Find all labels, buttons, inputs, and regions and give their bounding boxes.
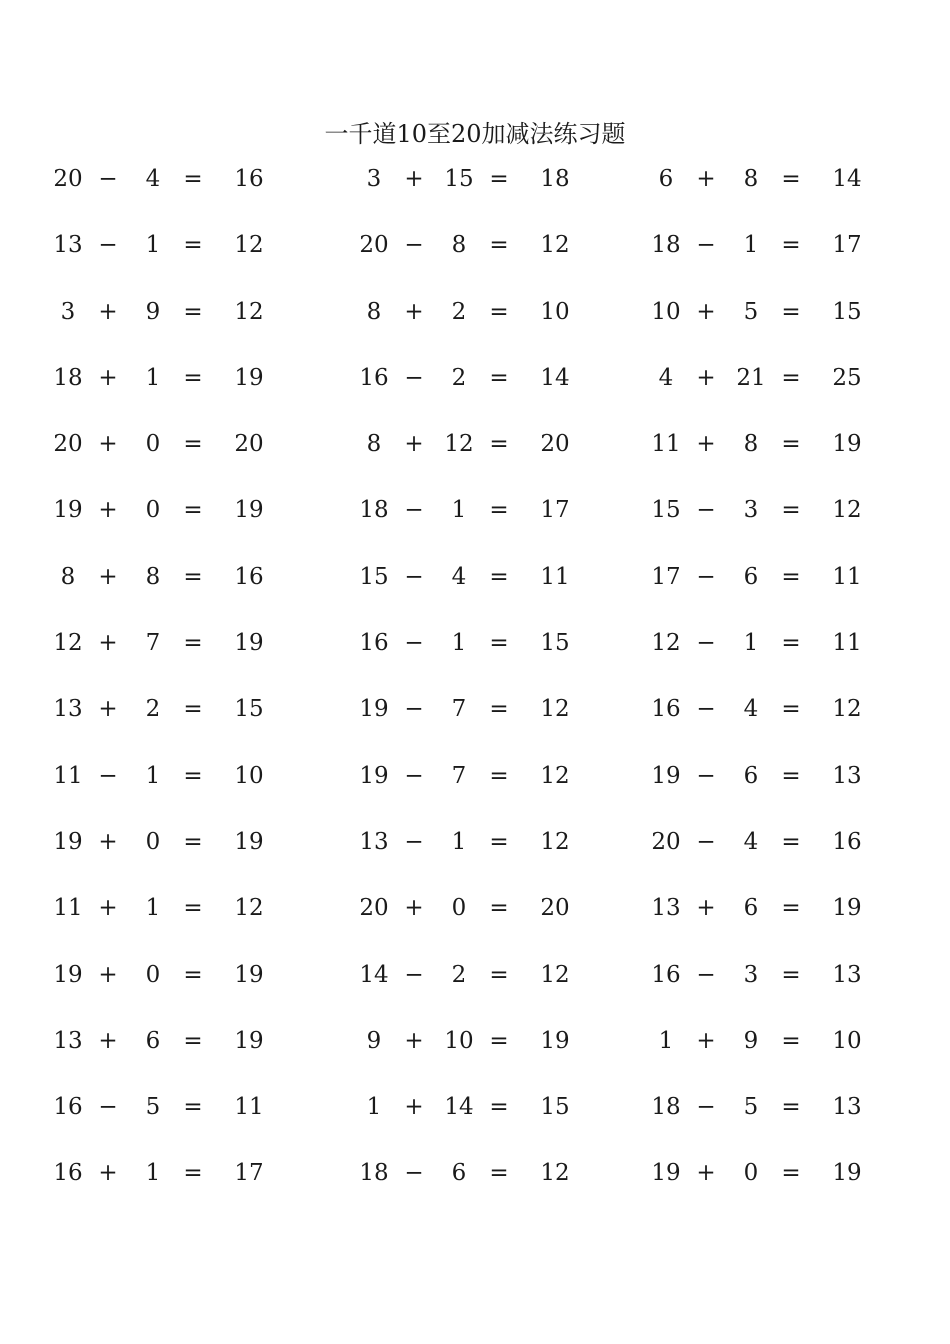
problem-row [0,558,950,624]
result: 19 [832,431,862,458]
result: 12 [540,762,570,789]
operator: − [404,1160,424,1187]
equals-sign: = [183,232,203,259]
operand-a: 16 [651,696,681,723]
equals-sign: = [183,1027,203,1054]
equals-sign: = [489,762,509,789]
operand-b: 1 [145,232,161,259]
operator: + [98,828,118,855]
result: 18 [540,166,570,192]
operand-a: 1 [366,1094,382,1121]
result: 15 [832,298,862,325]
operand-b: 1 [743,630,759,657]
equals-sign: = [489,1160,509,1187]
result: 12 [234,298,264,325]
operator: + [98,961,118,988]
equals-sign: = [183,961,203,988]
operator: + [98,630,118,657]
operand-b: 4 [743,696,759,723]
operand-a: 15 [359,563,389,590]
operand-a: 13 [651,895,681,922]
equals-sign: = [781,431,801,458]
operand-b: 7 [451,762,467,789]
operand-b: 8 [145,563,161,590]
page-title: 一千道10至20加减法练习题 [324,120,626,148]
operand-b: 1 [145,1160,161,1187]
operator: − [404,762,424,789]
operator: + [98,895,118,922]
operand-b: 0 [145,828,161,855]
operator: + [404,1094,424,1121]
operand-a: 19 [359,762,389,789]
operand-b: 2 [451,298,467,325]
operand-b: 5 [145,1094,161,1121]
operand-b: 0 [145,497,161,524]
operand-b: 5 [743,1094,759,1121]
result: 20 [540,431,570,458]
operand-a: 8 [366,298,382,325]
problem-row [0,823,950,889]
equals-sign: = [781,895,801,922]
result: 12 [234,232,264,259]
operand-a: 8 [366,431,382,458]
operand-b: 9 [145,298,161,325]
operand-b: 3 [743,961,759,988]
operator: − [696,828,716,855]
result: 11 [832,630,862,657]
operand-b: 7 [451,696,467,723]
operator: + [404,298,424,325]
problem-row [0,491,950,557]
operator: − [98,232,118,259]
operator: − [404,563,424,590]
operator: − [404,961,424,988]
operand-a: 20 [651,828,681,855]
operand-a: 19 [359,696,389,723]
operand-a: 3 [60,298,76,325]
equals-sign: = [781,497,801,524]
result: 11 [234,1094,264,1121]
operator: + [696,1027,716,1054]
equals-sign: = [489,1027,509,1054]
operand-a: 1 [658,1027,674,1054]
result: 19 [234,1027,264,1054]
result: 17 [234,1160,264,1187]
operand-b: 7 [145,630,161,657]
operator: + [98,1160,118,1187]
result: 19 [832,1160,862,1187]
result: 19 [234,364,264,391]
operand-b: 1 [743,232,759,259]
result: 12 [540,961,570,988]
operator: + [696,298,716,325]
operand-a: 6 [658,166,674,192]
equals-sign: = [489,364,509,391]
operand-a: 11 [53,895,83,922]
operand-b: 8 [743,166,759,192]
operand-a: 12 [53,630,83,657]
equals-sign: = [781,298,801,325]
equals-sign: = [489,696,509,723]
equals-sign: = [781,1027,801,1054]
operator: − [696,961,716,988]
operator: − [404,497,424,524]
operand-a: 20 [53,166,83,192]
operand-a: 16 [651,961,681,988]
equals-sign: = [781,1094,801,1121]
problem-row [0,956,950,1022]
result: 10 [832,1027,862,1054]
operand-a: 19 [53,497,83,524]
result: 17 [832,232,862,259]
operator: − [696,1094,716,1121]
equals-sign: = [183,497,203,524]
operand-b: 6 [743,762,759,789]
operand-a: 11 [53,762,83,789]
operand-b: 15 [444,166,474,192]
result: 12 [540,828,570,855]
operand-a: 20 [359,232,389,259]
result: 17 [540,497,570,524]
problem-row [0,889,950,955]
result: 12 [540,232,570,259]
operand-a: 18 [53,364,83,391]
operator: + [696,364,716,391]
equals-sign: = [183,828,203,855]
operand-a: 19 [53,828,83,855]
operand-a: 16 [53,1094,83,1121]
equals-sign: = [183,630,203,657]
equals-sign: = [183,696,203,723]
operand-a: 4 [658,364,674,391]
result: 13 [832,961,862,988]
equals-sign: = [489,563,509,590]
operand-a: 15 [651,497,681,524]
operand-b: 1 [145,895,161,922]
equals-sign: = [183,166,203,192]
result: 20 [234,431,264,458]
operator: + [404,431,424,458]
operand-b: 4 [451,563,467,590]
result: 13 [832,762,862,789]
result: 19 [234,828,264,855]
result: 19 [234,497,264,524]
result: 12 [832,696,862,723]
result: 12 [832,497,862,524]
equals-sign: = [781,828,801,855]
operator: + [696,1160,716,1187]
equals-sign: = [489,1094,509,1121]
operand-a: 16 [53,1160,83,1187]
operand-b: 1 [451,630,467,657]
operator: − [404,828,424,855]
equals-sign: = [781,563,801,590]
result: 16 [234,166,264,192]
operand-b: 14 [444,1094,474,1121]
operand-b: 0 [451,895,467,922]
operand-a: 13 [359,828,389,855]
operand-b: 3 [743,497,759,524]
equals-sign: = [781,364,801,391]
equals-sign: = [183,563,203,590]
equals-sign: = [183,1094,203,1121]
operator: − [98,1094,118,1121]
operator: − [404,364,424,391]
operator: + [404,1027,424,1054]
operand-a: 11 [651,431,681,458]
operand-a: 16 [359,364,389,391]
operand-b: 6 [743,895,759,922]
equals-sign: = [781,696,801,723]
operator: − [696,762,716,789]
operand-b: 1 [145,762,161,789]
equals-sign: = [781,961,801,988]
result: 11 [540,563,570,590]
result: 15 [540,1094,570,1121]
equals-sign: = [781,1160,801,1187]
operator: + [696,895,716,922]
problem-row [0,359,950,425]
operand-a: 12 [651,630,681,657]
operand-a: 14 [359,961,389,988]
problem-row [0,293,950,359]
equals-sign: = [489,895,509,922]
operand-b: 8 [743,431,759,458]
operand-b: 4 [743,828,759,855]
operand-b: 6 [451,1160,467,1187]
operand-b: 10 [444,1027,474,1054]
operand-b: 0 [145,431,161,458]
equals-sign: = [489,431,509,458]
operator: − [696,630,716,657]
operator: + [98,431,118,458]
result: 16 [234,563,264,590]
operator: + [696,166,716,192]
operator: + [98,563,118,590]
equals-sign: = [489,961,509,988]
problem-row [0,690,950,756]
equals-sign: = [781,762,801,789]
operand-a: 9 [366,1027,382,1054]
equals-sign: = [489,232,509,259]
operator: + [98,696,118,723]
operand-a: 19 [53,961,83,988]
operand-a: 3 [366,166,382,192]
equals-sign: = [489,630,509,657]
result: 13 [832,1094,862,1121]
problem-row [0,1154,950,1220]
result: 25 [832,364,862,391]
equals-sign: = [183,1160,203,1187]
result: 15 [540,630,570,657]
equals-sign: = [489,828,509,855]
operand-b: 12 [444,431,474,458]
problem-row [0,1088,950,1154]
problem-row [0,1022,950,1088]
result: 15 [234,696,264,723]
operator: − [696,232,716,259]
operand-b: 0 [145,961,161,988]
operator: + [404,166,424,192]
operand-a: 18 [359,1160,389,1187]
result: 10 [234,762,264,789]
operator: − [98,166,118,192]
operand-b: 21 [736,364,766,391]
operand-b: 5 [743,298,759,325]
equals-sign: = [781,630,801,657]
operator: − [404,630,424,657]
operand-b: 1 [145,364,161,391]
result: 10 [540,298,570,325]
operator: − [696,563,716,590]
operand-b: 1 [451,497,467,524]
problem-row [0,425,950,491]
operator: + [98,364,118,391]
operand-a: 16 [359,630,389,657]
operand-b: 2 [451,961,467,988]
operand-b: 4 [145,166,161,192]
result: 12 [234,895,264,922]
equals-sign: = [489,298,509,325]
problem-grid [0,160,950,1221]
operand-a: 13 [53,696,83,723]
equals-sign: = [183,298,203,325]
equals-sign: = [781,166,801,192]
operand-a: 18 [359,497,389,524]
result: 11 [832,563,862,590]
equals-sign: = [183,364,203,391]
operator: − [696,497,716,524]
operand-b: 6 [145,1027,161,1054]
equals-sign: = [489,166,509,192]
operand-b: 0 [743,1160,759,1187]
operand-b: 9 [743,1027,759,1054]
result: 12 [540,696,570,723]
operator: + [98,298,118,325]
operand-a: 17 [651,563,681,590]
operand-a: 18 [651,232,681,259]
result: 19 [832,895,862,922]
operator: + [404,895,424,922]
operand-a: 20 [359,895,389,922]
operator: − [696,696,716,723]
equals-sign: = [489,497,509,524]
operator: + [98,1027,118,1054]
operand-a: 20 [53,431,83,458]
result: 20 [540,895,570,922]
operator: + [696,431,716,458]
operand-b: 1 [451,828,467,855]
equals-sign: = [781,232,801,259]
result: 19 [234,961,264,988]
operator: − [98,762,118,789]
operator: − [404,232,424,259]
operand-a: 10 [651,298,681,325]
equals-sign: = [183,431,203,458]
equals-sign: = [183,762,203,789]
operand-b: 8 [451,232,467,259]
operand-b: 2 [145,696,161,723]
result: 14 [540,364,570,391]
operand-a: 18 [651,1094,681,1121]
problem-row [0,757,950,823]
operand-a: 8 [60,563,76,590]
operand-a: 13 [53,1027,83,1054]
equals-sign: = [183,895,203,922]
problem-row [0,160,950,226]
result: 19 [540,1027,570,1054]
problem-row [0,226,950,292]
operand-a: 19 [651,762,681,789]
result: 14 [832,166,862,192]
operand-a: 19 [651,1160,681,1187]
problem-row [0,624,950,690]
operand-b: 2 [451,364,467,391]
operator: + [98,497,118,524]
operand-a: 13 [53,232,83,259]
operand-b: 6 [743,563,759,590]
result: 12 [540,1160,570,1187]
operator: − [404,696,424,723]
result: 19 [234,630,264,657]
result: 16 [832,828,862,855]
